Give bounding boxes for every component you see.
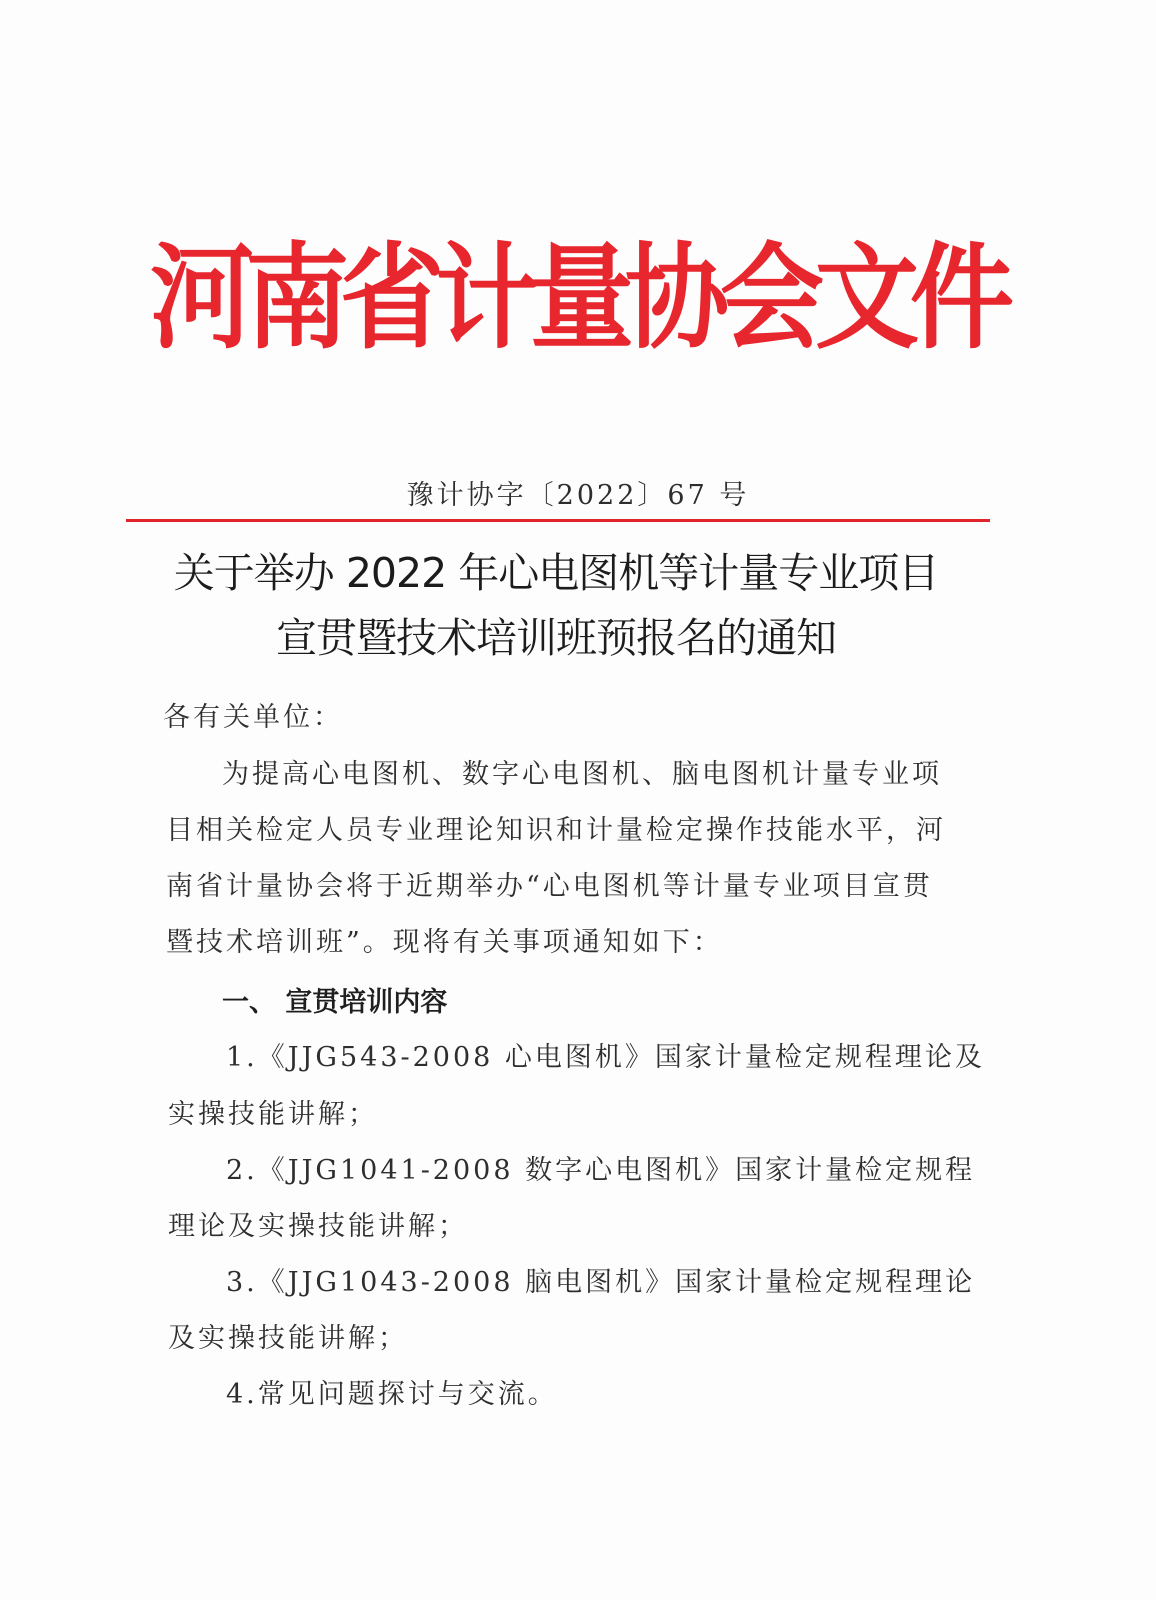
intro-line-2: 目相关检定人员专业理论知识和计量检定操作技能水平，河 (166, 815, 946, 846)
intro-line-1: 为提高心电图机、数字心电图机、脑电图机计量专业项 (222, 759, 942, 790)
notice-title-line-1: 关于举办 2022 年心电图机等计量专业项目 (173, 549, 939, 597)
intro-line-3: 南省计量协会将于近期举办“心电图机等计量专业项目宣贯 (166, 871, 933, 902)
item-1-line-2: 实操技能讲解； (168, 1099, 378, 1130)
salutation: 各有关单位： (163, 702, 343, 733)
document-number: 豫计协字〔2022〕67 号 (406, 480, 750, 511)
intro-line-4: 暨技术培训班”。现将有关事项通知如下： (166, 927, 723, 958)
notice-title-line-2: 宣贯暨技术培训班预报名的通知 (276, 614, 836, 662)
item-2-line-2: 理论及实操技能讲解； (168, 1211, 468, 1242)
section-1-heading: 一、 宣贯培训内容 (222, 987, 448, 1018)
item-1-line-1: 1.《JJG543-2008 心电图机》国家计量检定规程理论及 (226, 1042, 985, 1073)
masthead-title: 河南省计量协会文件 (150, 229, 1006, 366)
item-3-line-2: 及实操技能讲解； (168, 1323, 408, 1354)
item-4-line-1: 4.常见问题探讨与交流。 (226, 1379, 558, 1410)
item-2-line-1: 2.《JJG1041-2008 数字心电图机》国家计量检定规程 (226, 1155, 976, 1186)
red-divider-line (126, 519, 990, 522)
item-3-line-1: 3.《JJG1043-2008 脑电图机》国家计量检定规程理论 (226, 1267, 976, 1298)
